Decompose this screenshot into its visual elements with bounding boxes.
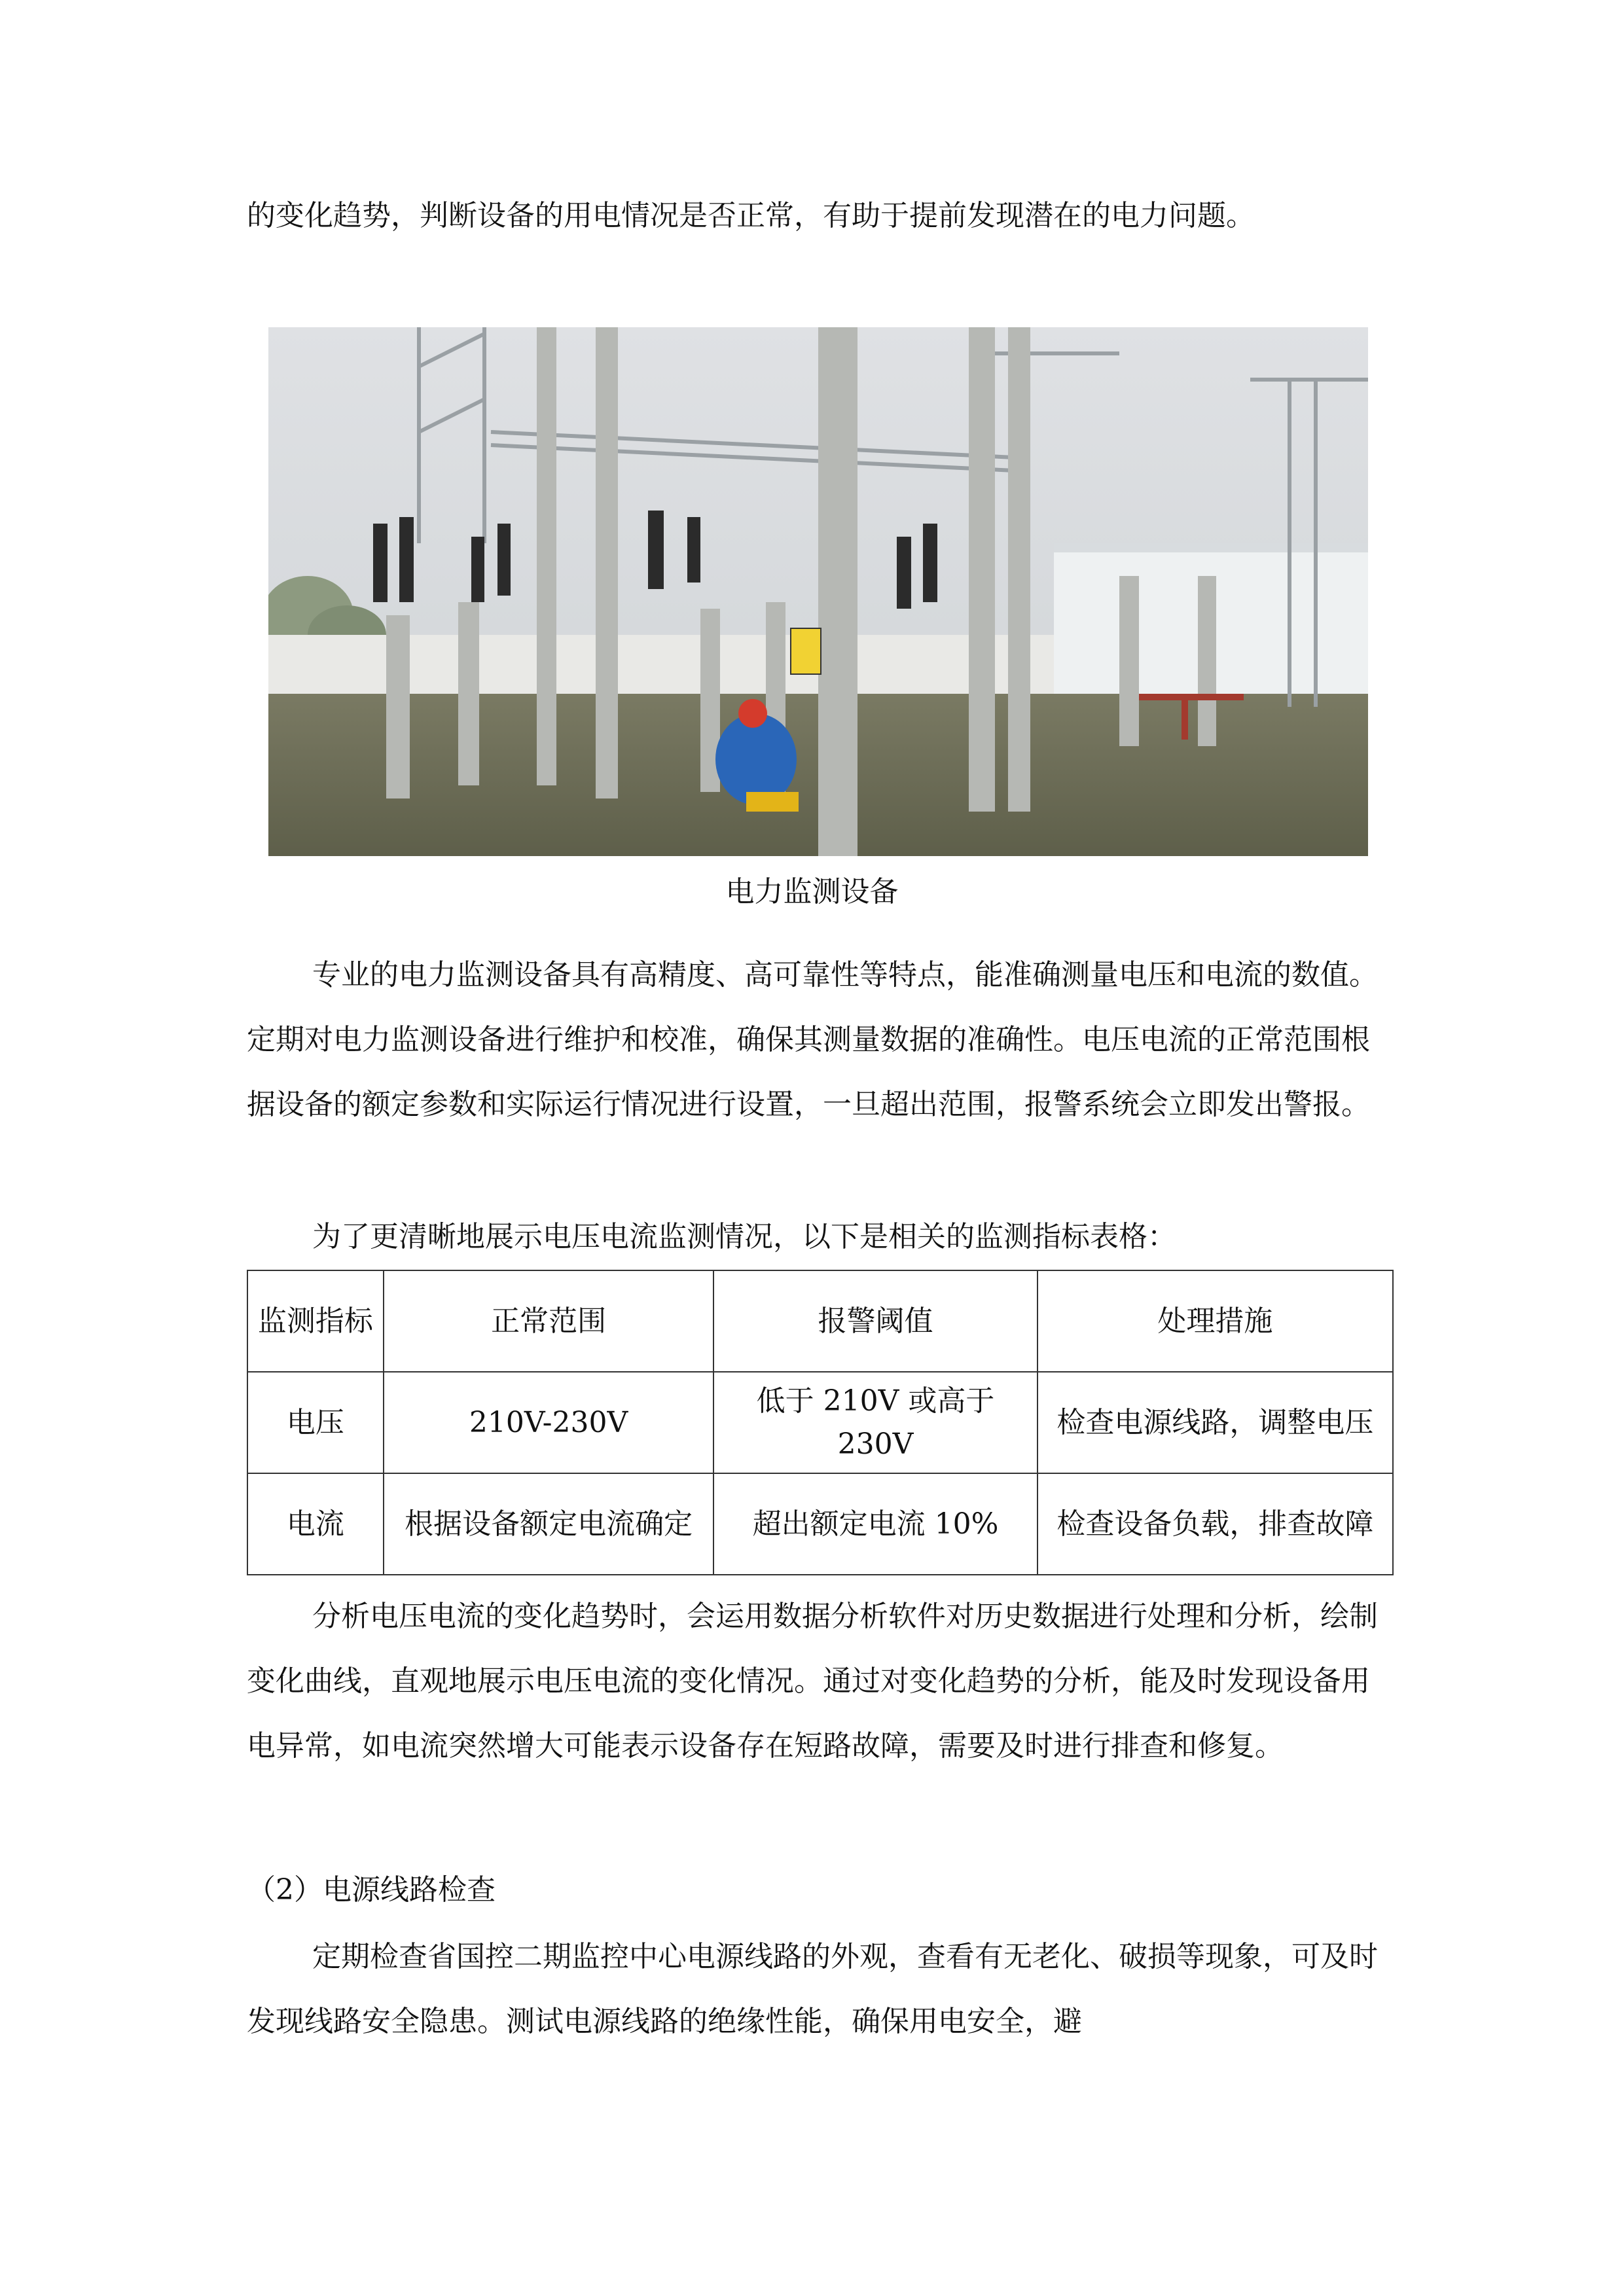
table-header-row xyxy=(247,1270,1393,1372)
table-header-cell: 处理措施 xyxy=(1038,1270,1393,1372)
table-row xyxy=(247,1372,1393,1473)
substation-photo xyxy=(268,327,1368,856)
body-paragraph-1: 专业的电力监测设备具有高精度、高可靠性等特点，能准确测量电压和电流的数值。定期对电力监测设备进行维护和校准，确保其测量数据的准确性。电压电流的正常范围根据设备的额定参数和实际运行情况进行设置，一旦超出范围，报警系统会立即发出警报。 xyxy=(247,958,1378,1121)
table-cell: 检查电源线路，调整电压 xyxy=(1038,1372,1393,1473)
section-heading: （2）电源线路检查 xyxy=(247,1873,496,1907)
body-paragraph-3: 分析电压电流的变化趋势时，会运用数据分析软件对历史数据进行处理和分析，绘制变化曲线，直观地展示电压电流的变化情况。通过对变化趋势的分析，能及时发现设备用电异常，如电流突然增大可能表示设备存在短路故障，需要及时进行排查和修复。 xyxy=(247,1600,1378,1763)
table-cell: 电流 xyxy=(247,1473,384,1575)
body-paragraph-2: 为了更清晰地展示电压电流监测情况，以下是相关的监测指标表格： xyxy=(312,1220,1176,1253)
table-cell: 电压 xyxy=(247,1372,384,1473)
monitoring-metrics-table xyxy=(247,1270,1394,1575)
figure-caption: 电力监测设备 xyxy=(725,875,899,908)
body-paragraph-4: 定期检查省国控二期监控中心电源线路的外观，查看有无老化、破损等现象，可及时发现线路安全隐患。测试电源线路的绝缘性能，确保用电安全，避 xyxy=(247,1940,1378,2038)
table-header-cell: 监测指标 xyxy=(247,1270,384,1372)
intro-paragraph: 的变化趋势，判断设备的用电情况是否正常，有助于提前发现潜在的电力问题。 xyxy=(247,199,1255,232)
table-cell: 低于 210V 或高于 230V xyxy=(713,1372,1037,1473)
table-cell: 根据设备额定电流确定 xyxy=(384,1473,713,1575)
table-header-cell: 报警阈值 xyxy=(713,1270,1037,1372)
table-cell: 检查设备负载，排查故障 xyxy=(1038,1473,1393,1575)
table-cell: 超出额定电流 10% xyxy=(713,1473,1037,1575)
table-cell: 210V-230V xyxy=(384,1372,713,1473)
table-row xyxy=(247,1473,1393,1575)
table-header-cell: 正常范围 xyxy=(384,1270,713,1372)
